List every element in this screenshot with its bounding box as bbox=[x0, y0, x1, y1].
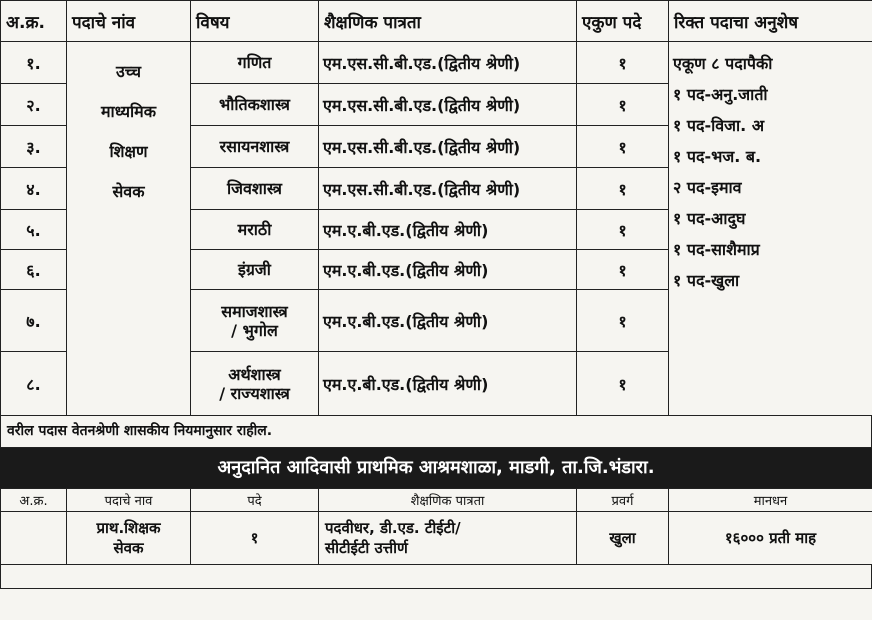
qualification-cell: एम.ए.बी.एड.(द्वितीय श्रेणी) bbox=[319, 210, 577, 250]
header-qualification: शैक्षणिक पात्रता bbox=[319, 489, 577, 512]
reservation-line: १ पद-भज. ब. bbox=[673, 147, 762, 166]
qualification-cell: एम.एस.सी.बी.एड.(द्वितीय श्रेणी) bbox=[319, 84, 577, 126]
post-name-cell bbox=[67, 512, 191, 565]
serial-cell: ५. bbox=[1, 210, 67, 250]
header-total-posts: एकुण पदे bbox=[577, 1, 669, 42]
subject-cell: रसायनशास्त्र bbox=[191, 126, 319, 168]
header-subject: विषय bbox=[191, 1, 319, 42]
reservation-line: १ पद-साशैमाप्र bbox=[673, 240, 760, 259]
posts-count-cell: १ bbox=[191, 512, 319, 565]
subject-cell bbox=[191, 290, 319, 352]
post-name-line: उच्च bbox=[116, 62, 141, 81]
table-row bbox=[1, 42, 872, 84]
qualification-cell: एम.ए.बी.एड.(द्वितीय श्रेणी) bbox=[319, 290, 577, 352]
honorarium-cell: १६००० प्रती माह bbox=[669, 512, 872, 565]
serial-cell: २. bbox=[1, 84, 67, 126]
header-category: प्रवर्ग bbox=[577, 489, 669, 512]
vacancy-table-header bbox=[1, 1, 872, 42]
table-row bbox=[1, 512, 872, 565]
bottom-strip bbox=[0, 565, 872, 589]
reservation-line: १ पद-आदुघ bbox=[673, 209, 746, 228]
qualification-cell: एम.ए.बी.एड.(द्वितीय श्रेणी) bbox=[319, 352, 577, 416]
post-name-line: प्राथ.शिक्षक bbox=[96, 519, 161, 537]
serial-cell: ८. bbox=[1, 352, 67, 416]
reservation-line: २ पद-इमाव bbox=[673, 178, 742, 197]
serial-cell: ७. bbox=[1, 290, 67, 352]
primary-teacher-table bbox=[0, 488, 872, 565]
header-serial: अ.क्र. bbox=[1, 489, 67, 512]
qualification-line: सीटीईटी उत्तीर्ण bbox=[325, 539, 408, 557]
post-name-line: माध्यमिक bbox=[100, 102, 156, 121]
post-name-line: शिक्षण bbox=[109, 142, 148, 161]
header-reservation: रिक्त पदाचा अनुशेष bbox=[669, 1, 872, 42]
category-cell: खुला bbox=[577, 512, 669, 565]
header-qualification: शैक्षणिक पात्रता bbox=[319, 1, 577, 42]
subject-line: / राज्यशास्त्र bbox=[219, 383, 290, 403]
primary-teacher-table-header bbox=[1, 489, 872, 512]
reservation-cell bbox=[669, 42, 872, 416]
count-cell: १ bbox=[577, 290, 669, 352]
school-banner: अनुदानित आदिवासी प्राथमिक आश्रमशाळा, माडगी, ता.जि.भंडारा. bbox=[0, 448, 872, 488]
subject-cell: मराठी bbox=[191, 210, 319, 250]
serial-cell bbox=[1, 512, 67, 565]
reservation-line: १ पद-अनु.जाती bbox=[673, 85, 768, 104]
header-posts: पदे bbox=[191, 489, 319, 512]
subject-cell: गणित bbox=[191, 42, 319, 84]
subject-cell bbox=[191, 352, 319, 416]
subject-cell: भौतिकशास्त्र bbox=[191, 84, 319, 126]
serial-cell: ३. bbox=[1, 126, 67, 168]
count-cell: १ bbox=[577, 168, 669, 210]
post-name-line: सेवक bbox=[113, 539, 144, 557]
post-name-line: सेवक bbox=[112, 182, 145, 201]
subject-line: अर्थशास्त्र bbox=[228, 364, 281, 384]
count-cell: १ bbox=[577, 210, 669, 250]
reservation-line: १ पद-विजा. अ bbox=[673, 116, 765, 135]
header-post-name: पदाचे नांव bbox=[67, 1, 191, 42]
serial-cell: ६. bbox=[1, 250, 67, 290]
qualification-cell bbox=[319, 512, 577, 565]
qualification-cell: एम.एस.सी.बी.एड.(द्वितीय श्रेणी) bbox=[319, 168, 577, 210]
count-cell: १ bbox=[577, 352, 669, 416]
qualification-line: पदवीधर, डी.एड. टीईटी/ bbox=[325, 519, 461, 537]
qualification-cell: एम.ए.बी.एड.(द्वितीय श्रेणी) bbox=[319, 250, 577, 290]
header-honorarium: मानधन bbox=[669, 489, 872, 512]
reservation-line: १ पद-खुला bbox=[673, 271, 740, 290]
reservation-line: एकूण ८ पदापैकी bbox=[673, 54, 773, 73]
subject-cell: जिवशास्त्र bbox=[191, 168, 319, 210]
subject-cell: इंग्रजी bbox=[191, 250, 319, 290]
qualification-cell: एम.एस.सी.बी.एड.(द्वितीय श्रेणी) bbox=[319, 126, 577, 168]
serial-cell: ४. bbox=[1, 168, 67, 210]
serial-cell: १. bbox=[1, 42, 67, 84]
count-cell: १ bbox=[577, 126, 669, 168]
post-name-cell bbox=[67, 42, 191, 416]
qualification-cell: एम.एस.सी.बी.एड.(द्वितीय श्रेणी) bbox=[319, 42, 577, 84]
count-cell: १ bbox=[577, 84, 669, 126]
pay-scale-note: वरील पदास वेतनश्रेणी शासकीय नियमानुसार राहील. bbox=[0, 416, 872, 448]
count-cell: १ bbox=[577, 42, 669, 84]
subject-line: / भुगोल bbox=[231, 320, 278, 340]
header-post-name: पदाचे नाव bbox=[67, 489, 191, 512]
count-cell: १ bbox=[577, 250, 669, 290]
header-serial: अ.क्र. bbox=[1, 1, 67, 42]
subject-line: समाजशास्त्र bbox=[221, 301, 288, 321]
